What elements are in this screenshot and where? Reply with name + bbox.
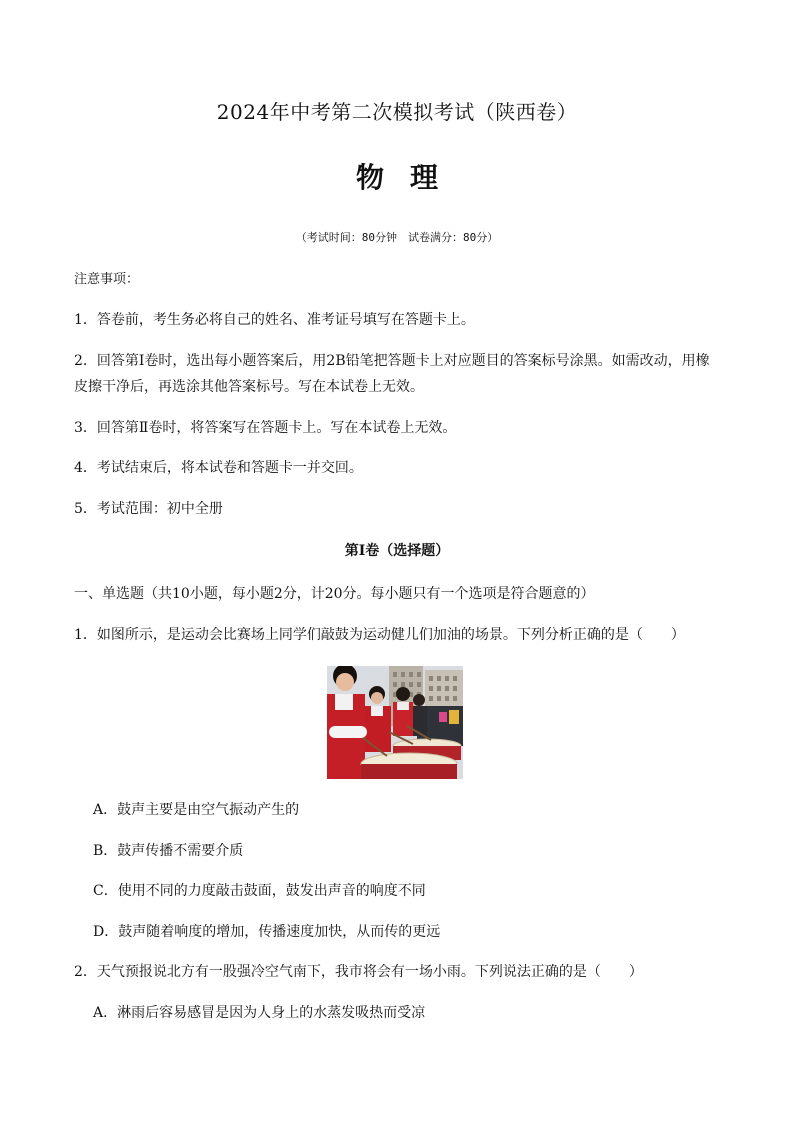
subject-title: 物理 — [355, 161, 464, 194]
question-1-option-d: D．鼓声随着响度的增加，传播速度加快，从而传的更远 — [93, 924, 441, 940]
question-2-option-a: A．淋雨后容易感冒是因为人身上的水蒸发吸热而受凉 — [93, 1005, 426, 1021]
question-2-stem: 2．天气预报说北方有一股强冷空气南下，我市将会有一场小雨。下列说法正确的是（ ） — [74, 964, 643, 980]
drum-students-photo — [327, 666, 463, 779]
section-instructions: 一、单选题（共10小题，每小题2分，计20分。每小题只有一个选项是符合题意的） — [74, 586, 595, 602]
notice-item-4: 4．考试结束后，将本试卷和答题卡一并交回。 — [74, 460, 363, 476]
notice-heading: 注意事项： — [74, 272, 140, 287]
question-1-option-b: B．鼓声传播不需要介质 — [93, 843, 244, 859]
section-title: 第Ⅰ卷（选择题） — [344, 543, 450, 559]
notice-item-1: 1．答卷前，考生务必将自己的姓名、准考证号填写在答题卡上。 — [74, 312, 475, 328]
notice-item-2-continued: 皮擦干净后，再选涂其他答案标号。写在本试卷上无效。 — [74, 379, 424, 395]
notice-item-2: 2．回答第Ⅰ卷时，选出每小题答案后，用2B铅笔把答题卡上对应题目的答案标号涂黑。如需改动，用橡 — [74, 353, 710, 369]
notice-item-5: 5．考试范围：初中全册 — [74, 501, 223, 517]
page-title: 2024年中考第二次模拟考试（陕西卷） — [216, 100, 578, 124]
question-1-stem: 1．如图所示，是运动会比赛场上同学们敲鼓为运动健儿们加油的场景。下列分析正确的是（ ） — [74, 627, 685, 643]
exam-info: （考试时间：80分钟 试卷满分：80分） — [295, 231, 499, 244]
question-1-option-a: A．鼓声主要是由空气振动产生的 — [93, 802, 300, 818]
notice-item-3: 3．回答第Ⅱ卷时，将答案写在答题卡上。写在本试卷上无效。 — [74, 420, 457, 436]
question-1-option-c: C．使用不同的力度敲击鼓面，鼓发出声音的响度不同 — [93, 883, 426, 899]
